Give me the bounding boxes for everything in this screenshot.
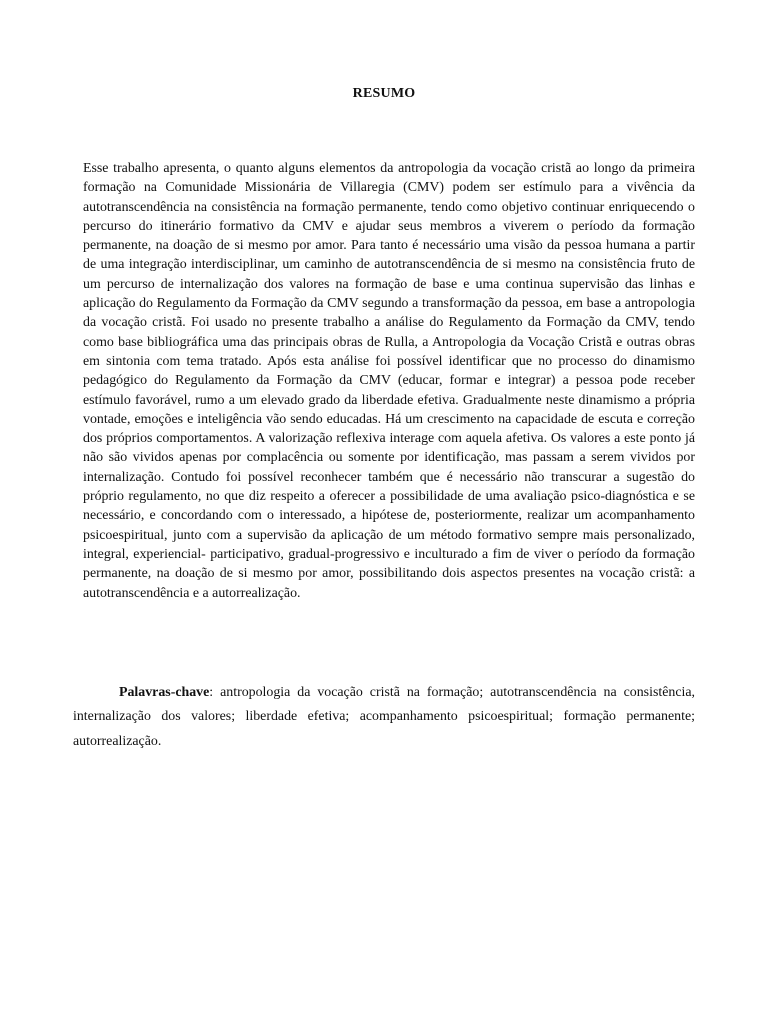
keywords-text: : antropologia da vocação cristã na formação; autotranscendência na consistência, internalização dos valores; liberdade efetiva; acompanhamento psicoespiritual; formação permanente; autorrealização. (73, 685, 695, 749)
page-title: RESUMO (352, 86, 416, 101)
keywords-label: Palavras-chave (119, 685, 210, 700)
abstract-paragraph: Esse trabalho apresenta, o quanto alguns elementos da antropologia da vocação cristã ao longo da primeira formação na Comunidade Missionária de Villaregia (CMV) podem ser estímulo para a vivência da autotranscendência na consistência na formação permanente, tendo como objetivo continuar enriquecendo o percurso do itinerário formativo da CMV e ajudar seus membros a viverem o período da formação permanente, na doação de si mesmo por amor. Para tanto é necessário uma visão da pessoa humana a partir de uma integração interdisciplinar, um caminho de autotranscendência de si mesmo na consistência fruto de um percurso de internalização dos valores na formação de base e uma continua supervisão das linhas e aplicação do Regulamento da Formação da CMV segundo a transformação da pessoa, em base a antropologia da vocação cristã. Foi usado no presente trabalho a análise do Regulamento da Formação da CMV, tendo como base bibliográfica uma das principais obras de Rulla, a Antropologia da Vocação Cristã e outras obras em sintonia com tema tratado. Após esta análise foi possível identificar que no processo do dinamismo pedagógico do Regulamento da Formação da CMV (educar, formar e integrar) a pessoa pode receber estímulo favorável, rumo a um elevado grado da liberdade efetiva. Gradualmente neste dinamismo a própria vontade, emoções e inteligência vão sendo educadas. Há um crescimento na capacidade de escuta e correção dos próprios comportamentos. A valorização reflexiva interage com aquela afetiva. Os valores a este ponto já não são vividos apenas por complacência ou somente por identificação, mas passam a serem vividos por internalização. Contudo foi possível reconhecer também que é necessário não transcurar a sugestão do próprio regulamento, no que diz respeito a oferecer a possibilidade de uma avaliação psico-diagnóstica e se necessário, e concordando com o interessado, a hipótese de, posteriormente, realizar um acompanhamento psicoespiritual, junto com a supervisão da aplicação de um método formativo sempre mais personalizado, integral, experiencial- participativo, gradual-progressivo e inculturado a fim de viver o período da formação permanente, na doação de si mesmo por amor, possibilitando dois aspectos presentes na vocação cristã: a autotranscendência e a autorrealização. (83, 161, 695, 601)
keywords-paragraph (73, 681, 695, 754)
